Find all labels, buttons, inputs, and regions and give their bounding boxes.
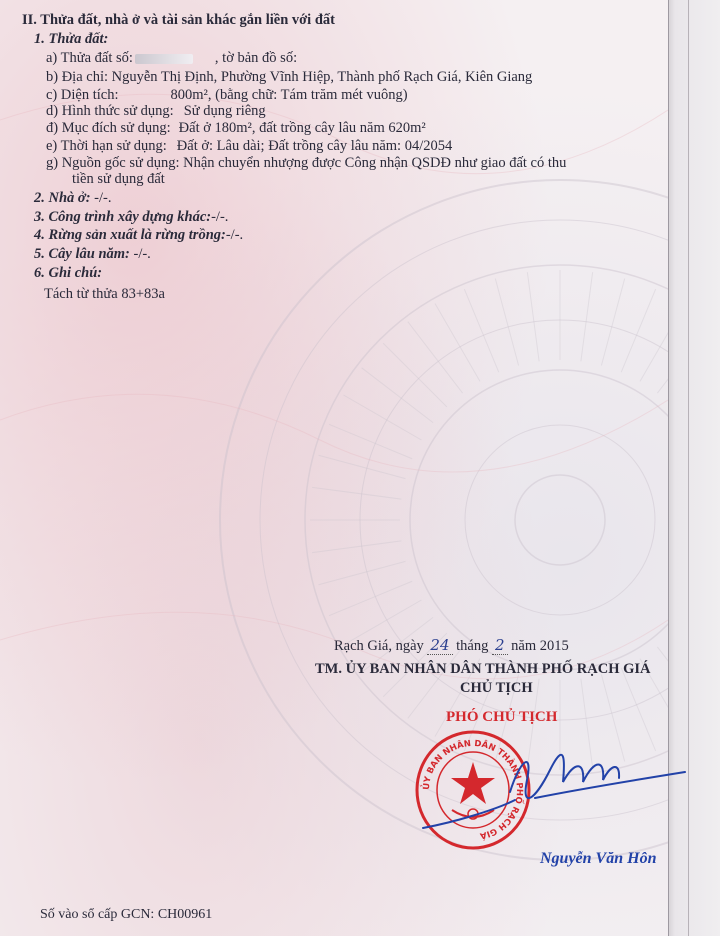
land-address: b) Địa chỉ: Nguyễn Thị Định, Phường Vĩnh Hiệp, Thành phố Rạch Giá, Kiên Giang: [46, 69, 533, 85]
watermark-ray: [312, 541, 401, 553]
usage-form-label: d) Hình thức sử dụng:: [46, 103, 174, 119]
watermark-ray: [527, 272, 539, 361]
watermark-ray: [621, 289, 655, 372]
perennial-value: -/-.: [133, 246, 151, 262]
signer-name: Nguyễn Văn Hôn: [540, 850, 657, 867]
usage-term-row: [46, 138, 452, 155]
watermark-ray: [312, 487, 401, 499]
forest-heading: 4. Rừng sản xuất là rừng trồng:: [34, 227, 226, 243]
section-title: II. Thửa đất, nhà ở và tài sản khác gắn liền với đất: [22, 12, 335, 28]
construction-value: -/-.: [211, 209, 229, 225]
watermark-ray: [383, 343, 447, 407]
usage-purpose-value: Đất ở 180m², đất trồng cây lâu năm 620m²: [178, 120, 426, 136]
parcel-number-label: a) Thửa đất số:: [46, 50, 133, 66]
perennial-row: [34, 246, 151, 263]
area-value: 800m², (bằng chữ: Tám trăm mét vuông): [170, 87, 408, 103]
watermark-ray: [319, 561, 406, 584]
forest-row: [34, 227, 243, 244]
watermark-ray: [408, 647, 463, 718]
signing-month: 2: [492, 637, 508, 655]
redacted-parcel-number: [135, 54, 193, 64]
usage-purpose-row: [46, 120, 426, 137]
watermark-ray: [343, 395, 421, 440]
area-label: c) Diện tích:: [46, 87, 119, 103]
registry-number: Số vào sổ cấp GCN: CH00961: [40, 907, 213, 922]
signing-position: CHỦ TỊCH: [460, 680, 533, 696]
usage-form-value: Sử dụng riêng: [183, 103, 266, 119]
usage-term-label: e) Thời hạn sử dụng:: [46, 138, 167, 154]
signing-day: 24: [427, 637, 452, 655]
usage-purpose-label: đ) Mục đích sử dụng:: [46, 120, 171, 136]
house-row: [34, 190, 111, 207]
watermark-ray: [640, 303, 668, 381]
land-parcel-row: [46, 50, 297, 67]
land-area-row: [46, 87, 408, 104]
forest-value: -/-.: [225, 227, 244, 243]
construction-row: [34, 209, 228, 226]
notes-value: Tách từ thửa 83+83a: [44, 286, 165, 302]
watermark-ray: [362, 368, 433, 423]
map-sheet-label: , tờ bản đồ số:: [214, 50, 298, 66]
construction-heading: 3. Công trình xây dựng khác:: [34, 209, 212, 225]
seal-text: ỦY BAN NHÂN DÂN THÀNH PHỐ RẠCH GIÁ: [421, 738, 525, 841]
watermark-ray: [581, 272, 593, 361]
usage-origin-line-2: tiền sử dụng đất: [72, 171, 165, 187]
watermark-ray: [657, 322, 668, 393]
house-value: -/-.: [94, 190, 112, 206]
watermark-ray: [329, 581, 412, 615]
watermark-ray: [601, 279, 624, 366]
watermark-ray: [464, 289, 498, 372]
usage-form-row: [46, 103, 266, 120]
perennial-heading: 5. Cây lâu năm:: [34, 246, 130, 262]
watermark-ray: [657, 647, 668, 718]
signing-place: Rạch Giá, ngày: [334, 638, 424, 654]
signing-year: năm 2015: [511, 638, 569, 654]
usage-origin-line-1: g) Nguồn gốc sử dụng: Nhận chuyển nhượng được Công nhận QSDĐ như giao đất có thu: [46, 155, 567, 171]
watermark-ray: [329, 424, 412, 458]
notes-heading: 6. Ghi chú:: [34, 265, 103, 281]
signing-authority: TM. ỦY BAN NHÂN DÂN THÀNH PHỐ RẠCH GIÁ: [315, 661, 651, 677]
usage-term-value: Đất ở: Lâu dài; Đất trồng cây lâu năm: 04/2054: [176, 138, 453, 154]
house-heading: 2. Nhà ở:: [34, 190, 91, 206]
handwritten-signature: [415, 740, 695, 840]
vice-chairman-stamp-title: PHÓ CHỦ TỊCH: [446, 709, 558, 725]
watermark-ray: [408, 322, 463, 393]
signing-month-label: tháng: [456, 638, 489, 654]
watermark-ray: [621, 668, 655, 751]
land-heading: 1. Thửa đất:: [34, 31, 109, 47]
watermark-ray: [495, 279, 518, 366]
signing-date-row: [334, 637, 569, 655]
watermark-ray: [435, 303, 480, 381]
watermark-ray: [319, 455, 406, 478]
